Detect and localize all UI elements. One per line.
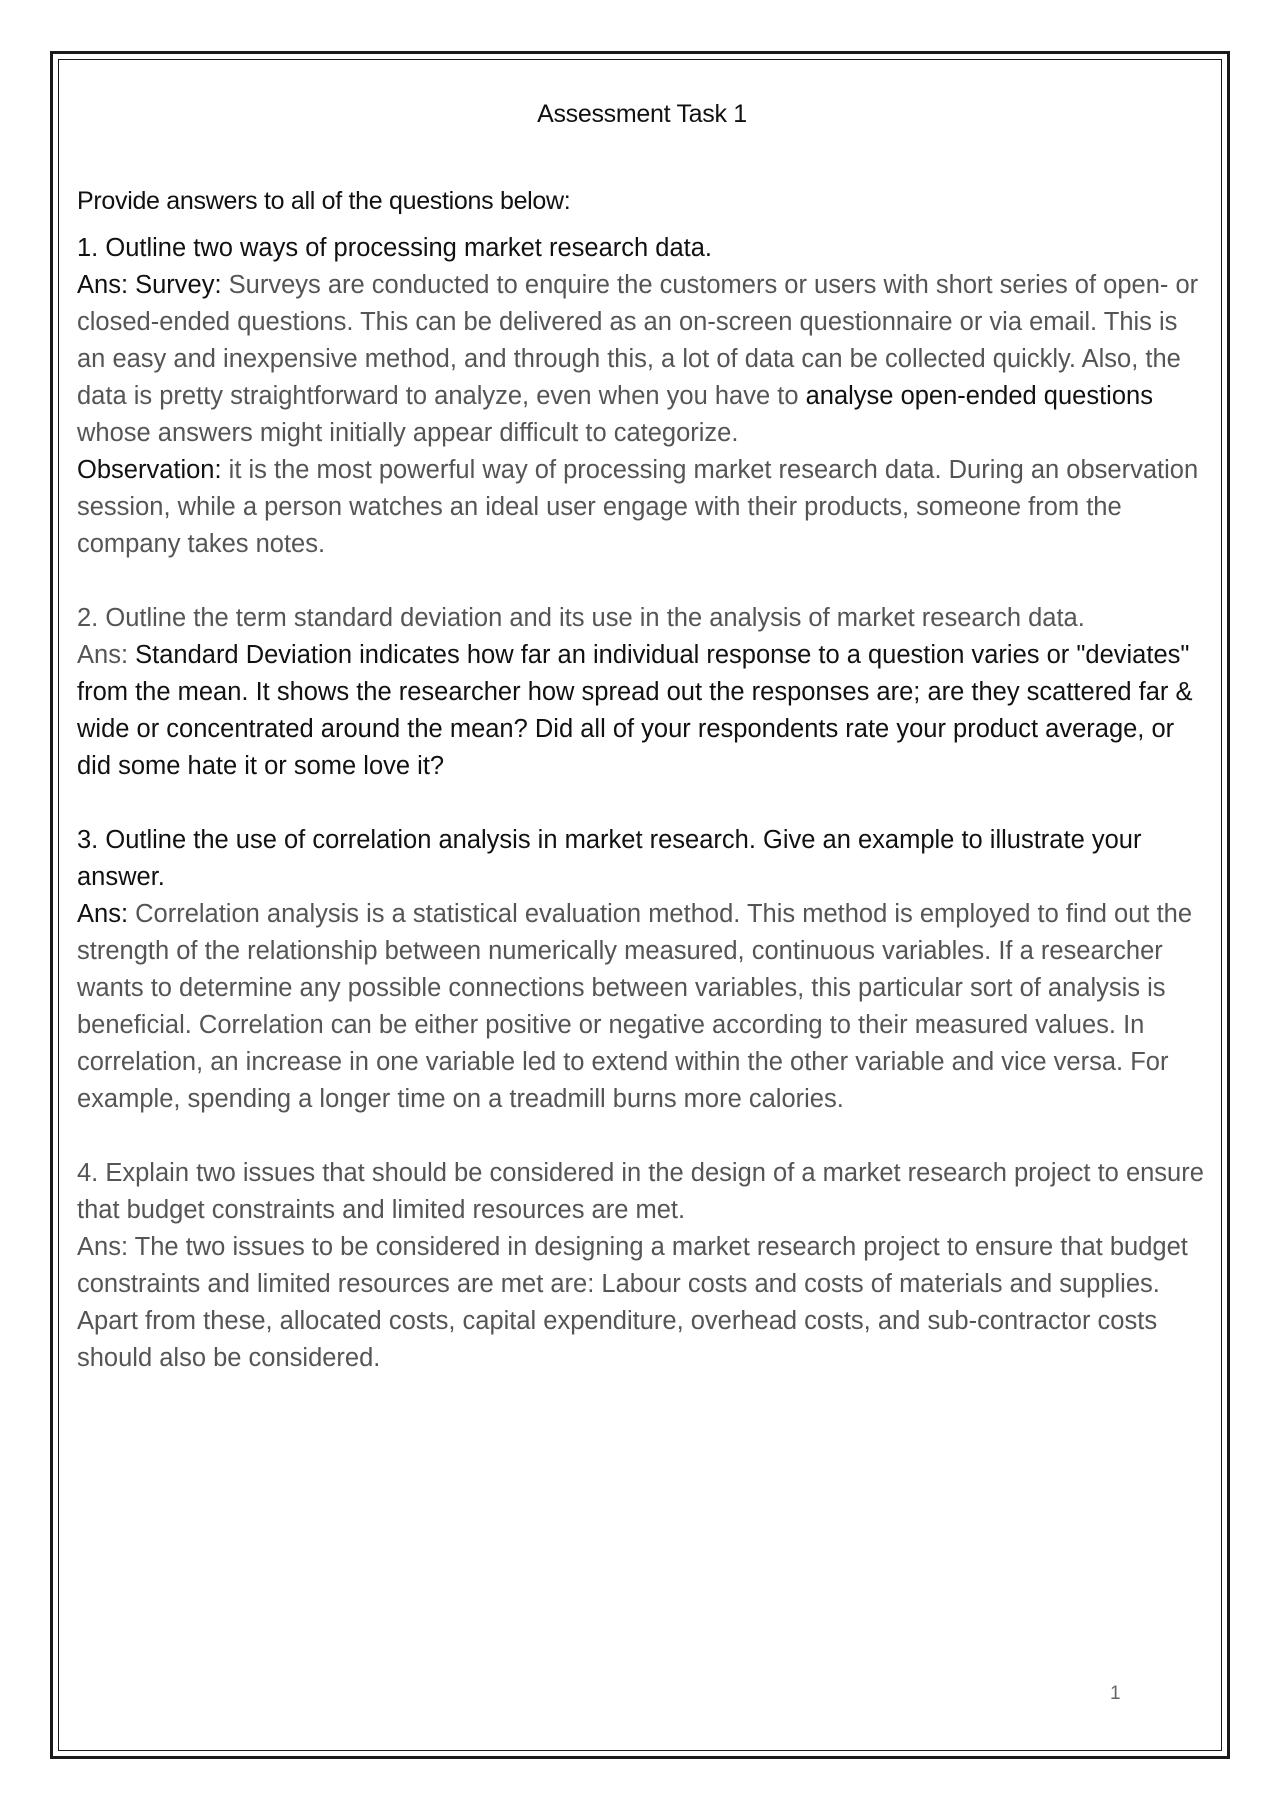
answer-1-text-continued: whose answers might initially appear difficult to categorize. bbox=[77, 419, 739, 447]
answer-1-prefix: Ans: Survey: bbox=[77, 271, 222, 299]
question-4 bbox=[77, 1155, 1207, 1377]
page-number: 1 bbox=[1110, 1683, 1121, 1704]
question-2-number: 2. bbox=[77, 604, 99, 632]
spacer bbox=[77, 563, 1207, 600]
answer-3-text: Correlation analysis is a statistical evaluation method. This method is employed to find out the strength of the relationship between numerically measured, continuous variables. If a researcher wants to determine any possible connections between variables, this particular sort of analysis is beneficial. Correlation can be either positive or negative according to their measured values. In correlation, an increase in one variable led to extend within the other variable and vice versa. For example, spending a longer time on a treadmill burns more calories. bbox=[77, 900, 1193, 1113]
question-4-number: 4. bbox=[77, 1159, 99, 1187]
page-title: Assessment Task 1 bbox=[537, 100, 747, 128]
question-4-text: Explain two issues that should be considered in the design of a market research project to ensure that budget constraints and limited resources are met. bbox=[77, 1159, 1204, 1224]
answer-1-text: Surveys are conducted to enquire the customers or users with short series of open- or closed-ended questions. This can be delivered as an on-screen questionnaire or via email. This is an easy and inexpensive method, and through this, a lot of data can be collected quickly. Also, the data is pretty straightforward to analyze, even when you have to bbox=[77, 271, 1199, 410]
observation-text: it is the most powerful way of processing market research data. During an observation session, while a person watches an ideal user engage with their products, someone from the company takes notes. bbox=[77, 456, 1199, 558]
answer-2-prefix: Ans: bbox=[77, 641, 136, 669]
answer-4-text: Ans: The two issues to be considered in designing a market research project to ensure that budget constraints and limited resources are met are: Labour costs and costs of materials and supplies. Apart from these, allocated costs, capital expenditure, overhead costs, and sub-contractor costs should also be considered. bbox=[77, 1233, 1188, 1372]
question-3-text: Outline the use of correlation analysis in market research. Give an example to illustrate your answer. bbox=[77, 826, 1142, 891]
question-2 bbox=[77, 600, 1207, 785]
question-1-number: 1. bbox=[77, 234, 99, 262]
question-1-text: Outline two ways of processing market research data. bbox=[98, 234, 712, 262]
document-body bbox=[77, 100, 1207, 1377]
question-1 bbox=[77, 230, 1207, 563]
instruction-heading: Provide answers to all of the questions below: bbox=[77, 187, 571, 215]
answer-2-text: Standard Deviation indicates how far an individual response to a question varies or "deviates" from the mean. It shows the researcher how spread out the responses are; are they scattered far & wide or concentrated around the mean? Did all of your respondents rate your product average, or did some hate it or some love it? bbox=[77, 641, 1193, 780]
answer-3-prefix: Ans: bbox=[77, 900, 129, 928]
spacer bbox=[77, 785, 1207, 822]
spacer bbox=[77, 1118, 1207, 1155]
observation-prefix: Observation: bbox=[77, 456, 222, 484]
question-3 bbox=[77, 822, 1207, 1118]
answer-1-highlight: analyse open-ended questions bbox=[805, 382, 1153, 410]
question-2-text: Outline the term standard deviation and its use in the analysis of market research data. bbox=[98, 604, 1085, 632]
question-3-number: 3. bbox=[77, 826, 99, 854]
